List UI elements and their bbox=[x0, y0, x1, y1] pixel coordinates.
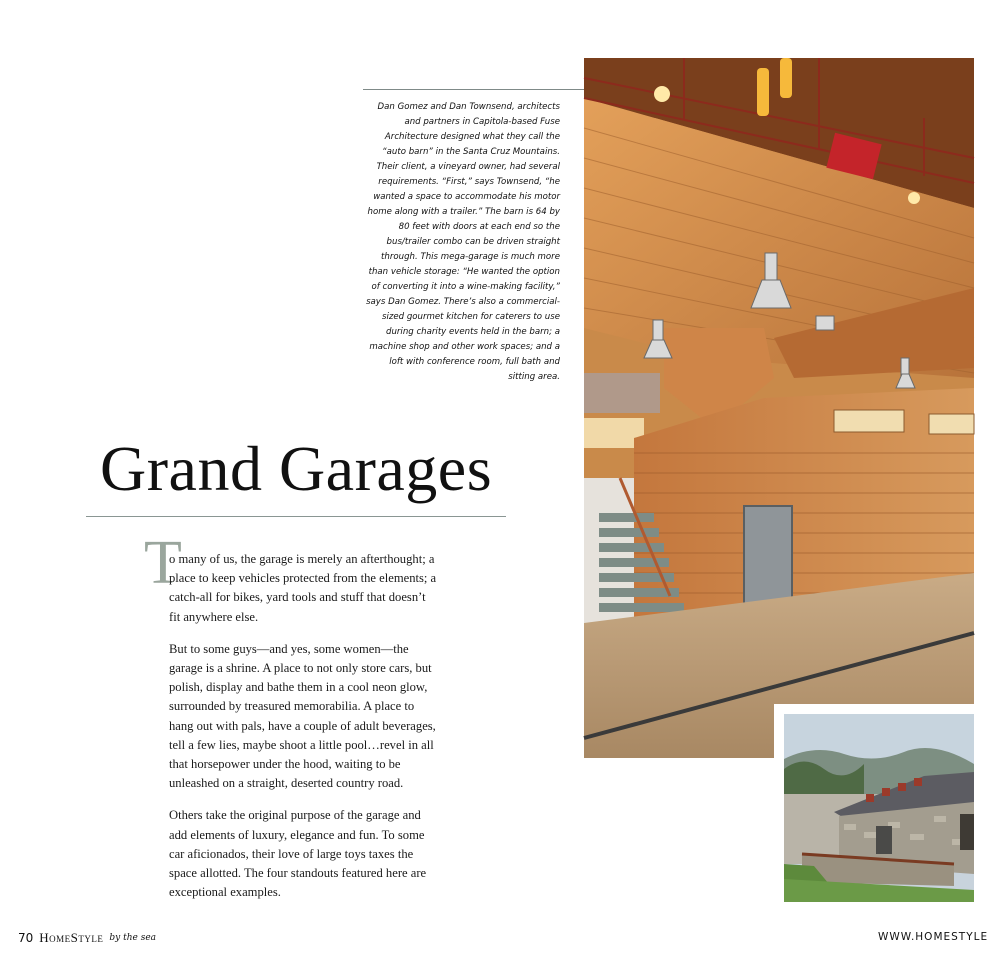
barn-exterior-illustration bbox=[784, 714, 974, 902]
title-rule bbox=[86, 516, 506, 517]
barn-interior-photo bbox=[584, 58, 974, 758]
article-body bbox=[169, 550, 439, 915]
caption-rule bbox=[363, 89, 584, 90]
drop-cap: T bbox=[144, 529, 182, 597]
page-number: 70 bbox=[18, 931, 34, 945]
photo-caption: Dan Gomez and Dan Townsend, architects and partners in Capitola-based Fuse Architecture designed what they call the “auto barn” in the Santa Cruz Mountains. Their client, a vineyard owner, had several requirements. “First,” says Townsend, “he wanted a space to accommodate his motor home along with a trailer.” The barn is 64 by 80 feet with doors at each end so the bus/trailer combo can be driven straight through. This mega-garage is much more than vehicle storage: “He wanted the option of converting it into a wine-making facility,” says Dan Gomez. There’s also a commercial-sized gourmet kitchen for caterers to use during charity events held in the barn; a machine shop and other work spaces; and a loft with conference room, full bath and sitting area. bbox=[366, 102, 560, 382]
brand-tagline: by the sea bbox=[109, 933, 157, 943]
paragraph-1: o many of us, the garage is merely an afterthought; a place to keep vehicles protected from the elements; a catch-all for bikes, yard tools and stuff that doesn’t fit anywhere else. bbox=[169, 552, 437, 624]
website-url: WWW.HOMESTYLE bbox=[878, 931, 988, 943]
footer-left bbox=[18, 928, 156, 948]
barn-interior-illustration bbox=[584, 58, 974, 758]
article-title: Grand Garages bbox=[100, 433, 493, 504]
paragraph-2: But to some guys—and yes, some women—the garage is a shrine. A place to not only store cars, but polish, display and bathe them in a cool neon glow, surrounded by treasured memorabilia. A place to hang out with pals, have a couple of adult beverages, tell a few lies, maybe shoot a little pool…revel in all that horsepower under the hood, waiting to be unleashed on a straight, deserted country road. bbox=[169, 641, 436, 791]
paragraph-3: Others take the original purpose of the garage and add elements of luxury, elegance and fun. To some car aficionados, their love of large toys taxes the space allotted. The four standouts featured here are exceptional examples. bbox=[169, 808, 427, 900]
magazine-brand: HomeStyle bbox=[39, 930, 104, 945]
barn-exterior-photo bbox=[784, 714, 974, 902]
